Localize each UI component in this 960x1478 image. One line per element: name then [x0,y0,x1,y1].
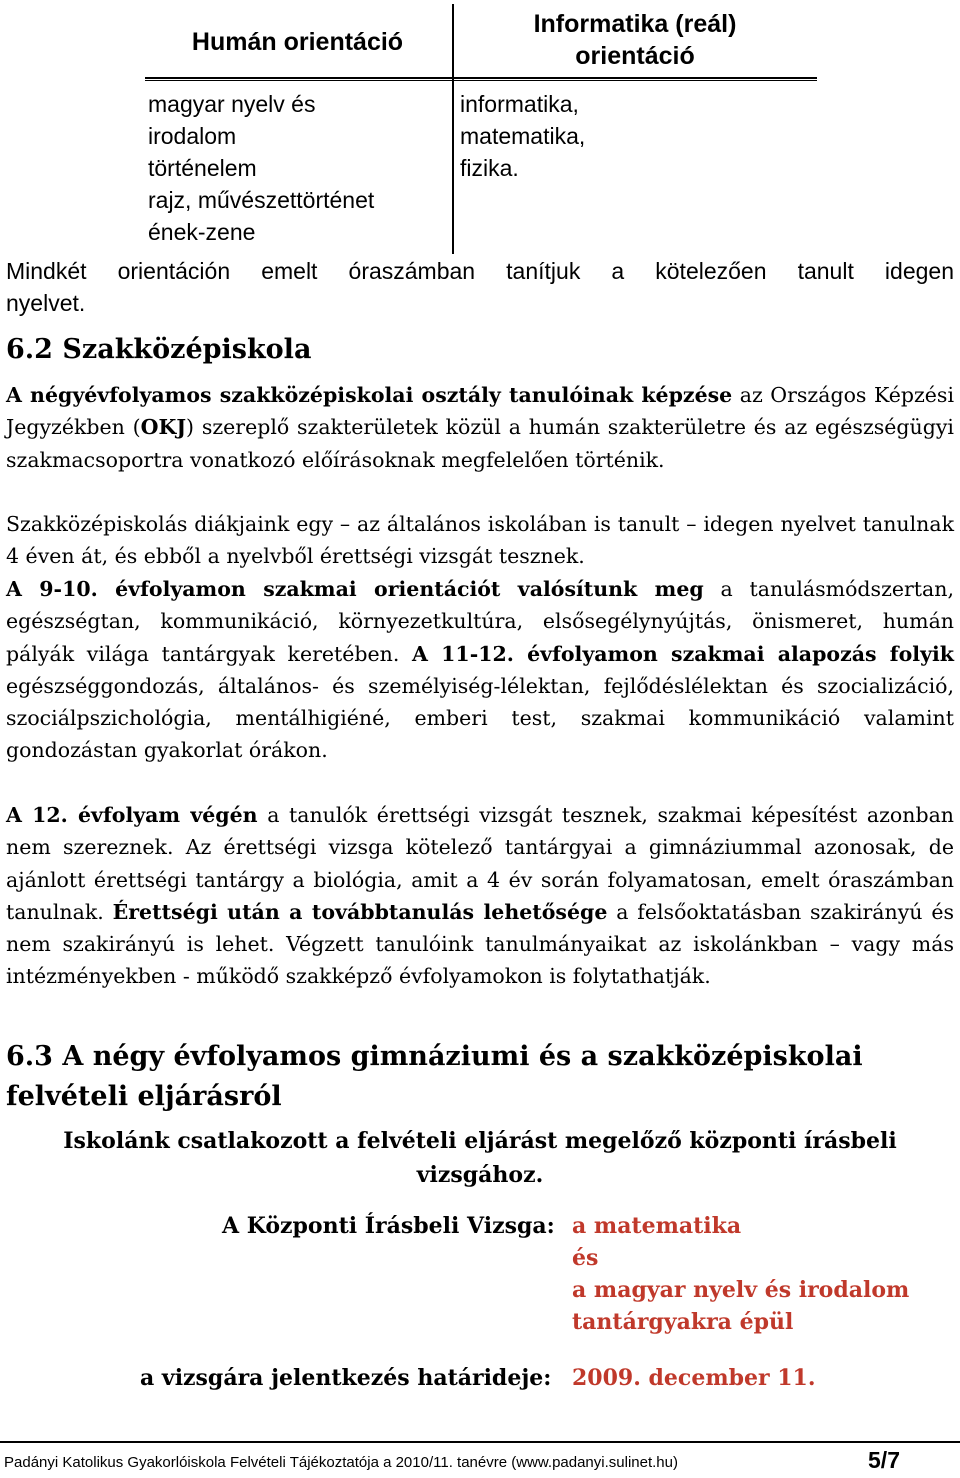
header-human-orientation: Humán orientáció [191,28,404,56]
page-number: 5/7 [868,1447,900,1473]
exam-intro-line-2: vizsgához. [416,1162,544,1188]
subject-item: történelem [148,155,257,181]
header-rule [145,77,817,79]
header-info-line-2: orientáció [575,42,695,70]
subject-item: magyar nyelv és [148,91,316,117]
sec62-p4-text-b: a felsőoktatásban szakirányú és nem szakirányú is lehet. Végzett tanulóink tanulmányaikat az iskolánkban – vagy más intézményekben - működő szakképző évfolyamokon is folytathatják. [6,899,954,989]
deadline-label: a vizsgára jelentkezés határideje: [140,1365,552,1391]
sec62-p4-bold-2: Érettségi után a továbbtanulás lehetősége [112,899,608,924]
exam-label: A Központi Írásbeli Vizsga: [222,1213,555,1239]
header-rule-double [145,80,817,81]
sec62-paragraph-3 [6,573,954,767]
orientation-note [6,255,954,319]
exam-intro-line-1: Iskolánk csatlakozott a felvételi eljárást megelőző központi írásbeli [63,1128,897,1154]
header-info-line-1: Informatika (reál) [533,10,737,38]
sec62-p3-text-a: a tanulásmódszertan, egészségtan, kommunikáció, környezetkultúra, elsősegélynyújtás, önismeret, humán pályák világa tantárgyak keretében. [6,577,954,666]
subject-item: matematika, [460,123,586,149]
orientation-table [0,0,960,258]
exam-intro [0,1124,960,1192]
subject-item: informatika, [460,91,579,117]
sec62-paragraph-2: Szakközépiskolás diákjaink egy – az általános iskolában is tanult – idegen nyelvet tanulnak 4 éven át, és ebből a nyelvből érettségi vizsgát tesznek. [6,512,954,569]
subject-item: rajz, művészettörténet [148,187,375,213]
subject-item: ének-zene [148,219,256,245]
sec62-p1-bold: A négyévfolyamos szakközépiskolai osztály tanulóinak képzése [6,383,733,407]
header-info-orientation [460,8,810,72]
footer-text: Padányi Katolikus Gyakorlóiskola Felvételi Tájékoztatója a 2010/11. tanévre (www.padanyi.sulinet.hu) [4,1454,678,1471]
sec62-paragraph-4 [6,799,954,993]
human-subjects-list [148,88,374,248]
sec62-p4-text-a: a tanulók érettségi vizsgát tesznek, szakmai képesítést azonban nem szereznek. Az érettségi vizsga kötelező tantárgyai a gimnáziummal azonosak, de ajánlott érettségi tantárgy a biológia, amit a 4 év során folyamatosan, emelt óraszámban tanulnak. [6,803,954,924]
section-6-3-title: 6.3 A négy évfolyamos gimnáziumi és a szakközépiskolai felvételi eljárásról [6,1041,863,1112]
exam-subject-line: és [572,1245,599,1271]
sec62-p3-text-b: egészséggondozás, általános- és személyiség-lélektan, fejlődéslélektan és szocializáció, szociálpszichológia, mentálhigiéné, emberi test, szakmai kommunikáció valamint gondozástan gyakorlat órákon. [6,673,954,763]
deadline-date: 2009. december 11. [572,1365,816,1391]
sec62-p1-text-b: ) szereplő szakterületek közül a humán szakterületre és az egészségügyi szakmacsoportra vonatkozó előírásoknak megfelelően történik. [6,415,954,472]
sec62-p3-bold-1: A 9-10. évfolyamon szakmai orientációt valósítunk meg [6,577,704,601]
sec62-paragraph-1 [6,379,954,476]
exam-subjects [572,1210,909,1338]
exam-subject-line: tantárgyakra épül [572,1309,794,1335]
exam-subject-line: a magyar nyelv és irodalom [572,1277,910,1303]
subject-item: fizika. [460,155,519,181]
exam-subject-line: a matematika [572,1213,742,1239]
orientation-note-line-1: Mindkét orientáción emelt óraszámban tanítjuk a kötelezően tanult idegen [6,258,954,284]
sec62-p1-text-a: az Országos Képzési Jegyzékben ( [6,383,955,440]
sec62-p3-bold-2: A 11-12. évfolyamon szakmai alapozás folyik [412,641,954,666]
section-6-2-title: 6.2 Szakközépiskola [6,334,312,365]
column-separator [452,4,454,254]
sec62-p4-bold-1: A 12. évfolyam végén [6,803,258,827]
orientation-note-line-2: nyelvet. [6,290,86,316]
okj-abbrev: OKJ [140,415,187,440]
footer-rule [0,1441,960,1443]
info-subjects-list [460,88,585,184]
subject-item: irodalom [148,123,237,149]
